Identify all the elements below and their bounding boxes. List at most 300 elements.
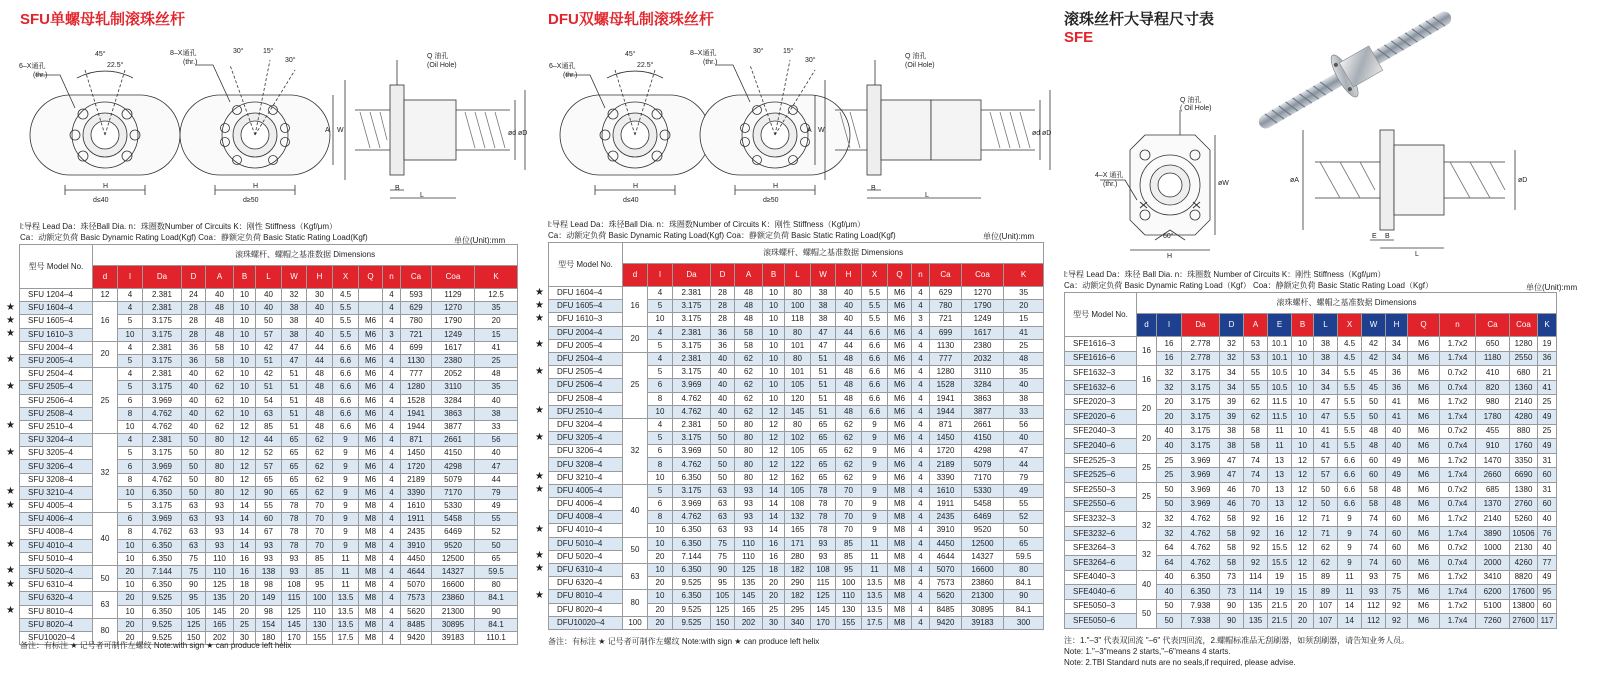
sfu-cell-ca: 3390 — [401, 486, 432, 499]
sfu-cell-x: 9 — [333, 526, 359, 539]
sfu-cell-w: 125 — [282, 605, 307, 618]
sfe-cell-d: 16 — [1157, 351, 1182, 366]
dfu-cell-q: M6 — [888, 352, 912, 365]
sfu-cell-l: 20 — [118, 631, 143, 644]
dfu-cell-d: 63 — [711, 484, 735, 497]
dfu-cell-w: 78 — [811, 498, 836, 511]
sfu-cell-q: M8 — [359, 500, 383, 513]
sfe-model-cell: SFE2020–6 — [1065, 409, 1137, 424]
svg-text:60°: 60° — [1163, 233, 1174, 240]
sfe-cell-l: 3.969 — [1182, 453, 1220, 468]
dfu-cell-a: 80 — [735, 418, 763, 431]
sfe-cell-l: 9 — [1338, 512, 1362, 527]
sfe-cell-w: 48 — [1386, 482, 1408, 497]
sfu-cell-k: 48 — [475, 368, 518, 381]
sfu-cell-k: 65 — [475, 552, 518, 565]
sfe-cell-n: 2660 — [1476, 468, 1510, 483]
dfu-model-cell: DFU 1605–4 — [549, 300, 623, 313]
sfe-cell-a: 15.5 — [1268, 555, 1292, 570]
sfe-cell-a: 10.5 — [1268, 380, 1292, 395]
sfu-header-row-1 — [20, 245, 518, 266]
sfu-cell-l: 6 — [118, 513, 143, 526]
dfu-group-header: 滚珠螺杆、螺帽之基准数据 Dimensions — [623, 243, 1044, 264]
sfu-cell-d: 63 — [182, 500, 206, 513]
sfu-cell-l: 5 — [118, 381, 143, 394]
dfu-cell-b: 14 — [763, 511, 785, 524]
dfu-cell-da: 6.350 — [673, 471, 711, 484]
dfu-cell-x: 9 — [862, 524, 888, 537]
sfe-cell-d: 74 — [1244, 453, 1268, 468]
sfu-cell-w: 32 — [282, 289, 307, 302]
sfu-cell-q: M6 — [359, 486, 383, 499]
sfe-model-cell: SFE1632–6 — [1065, 380, 1137, 395]
dfu-cell-k: 47 — [1004, 445, 1044, 458]
star-icon: ★ — [535, 589, 544, 601]
sfu-cell-b: 10 — [234, 302, 256, 315]
sfe-model-cell: SFE2040–3 — [1065, 424, 1137, 439]
svg-text:W: W — [818, 127, 825, 134]
sfu-cell-w: 78 — [282, 526, 307, 539]
sfu-cell-h: 70 — [307, 539, 333, 552]
dfu-cell-da: 4.762 — [673, 392, 711, 405]
sfu-cell-h: 40 — [307, 302, 333, 315]
dfu-cell-w: 47 — [811, 326, 836, 339]
sfe-cell-w: 36 — [1386, 366, 1408, 381]
sfe-cell-a: 10.1 — [1268, 351, 1292, 366]
sfu-cell-l: 10 — [118, 552, 143, 565]
sfe-cell-l: 11 — [1338, 585, 1362, 600]
sfe-model-cell: SFE2525–3 — [1065, 453, 1137, 468]
sfu-cell-k: 84.1 — [475, 618, 518, 631]
dfu-cell-x: 5.5 — [862, 313, 888, 326]
star-icon: ★ — [6, 380, 15, 392]
sfe-cell-w: 34 — [1386, 351, 1408, 366]
sfu-model-cell: SFU 1204–4 — [20, 289, 93, 302]
star-icon: ★ — [6, 420, 15, 432]
sfe-cell-l: 2.778 — [1182, 351, 1220, 366]
sfu-cell-h: 95 — [307, 579, 333, 592]
sfu-cell-h: 40 — [307, 315, 333, 328]
sfe-cell-b: 38 — [1314, 337, 1338, 352]
sfe-spec-table — [1064, 292, 1557, 629]
sfu-cell-coa: 30895 — [432, 618, 475, 631]
dfu-model-cell: DFU 2504–4 — [549, 352, 623, 365]
sfu-cell-k: 20 — [475, 315, 518, 328]
sfu-cell-a: 62 — [206, 368, 234, 381]
dfu-cell-w: 38 — [811, 300, 836, 313]
dfu-cell-w: 65 — [811, 471, 836, 484]
sfe-cell-e: 20 — [1292, 614, 1314, 629]
sfu-model-cell: SFU 5010–4 — [20, 552, 93, 565]
sfe-cell-d: 50 — [1157, 497, 1182, 512]
sfe-cell-ca: 8820 — [1510, 570, 1538, 585]
dfu-cell-coa: 2380 — [962, 339, 1004, 352]
sfu-cell-a: 93 — [206, 539, 234, 552]
sfe-cell-h: M6 — [1408, 337, 1440, 352]
sfe-cell-coa: 25 — [1538, 424, 1557, 439]
sfu-cell-da: 4.762 — [143, 473, 182, 486]
sfe-legend-line-2: Ca：动额定负荷 Basic Dynamic Rating Load（Kgf） Coa：静额定负荷 Basic Static Rating Load（Kgf） — [1064, 281, 1434, 290]
sfe-cell-b: 89 — [1314, 570, 1338, 585]
sfu-cell-da: 4.762 — [143, 407, 182, 420]
dfu-cell-x: 17.5 — [862, 616, 888, 629]
sfu-cell-da: 4.762 — [143, 526, 182, 539]
dfu-cell-da: 3.175 — [673, 313, 711, 326]
sfe-cell-a: 13 — [1268, 468, 1292, 483]
sfu-spec-table — [19, 244, 518, 645]
sfu-cell-b: 12 — [234, 460, 256, 473]
sfe-cell-q: 1.7x2 — [1440, 337, 1476, 352]
sfu-cell-w: 145 — [282, 618, 307, 631]
sfe-cell-b: 38 — [1314, 351, 1338, 366]
sfe-cell-e: 12 — [1292, 453, 1314, 468]
dfu-cell-da: 9.525 — [673, 603, 711, 616]
dfu-cell-a: 62 — [735, 352, 763, 365]
sfu-cell-k: 50 — [475, 539, 518, 552]
sfu-table-row — [20, 592, 518, 605]
sfu-cell-ca: 8485 — [401, 618, 432, 631]
dfu-cell-coa: 3110 — [962, 366, 1004, 379]
sfe-cell-h: M6 — [1408, 395, 1440, 410]
dfu-cell-d: 50 — [711, 445, 735, 458]
dfu-model-cell: DFU 3210–4 — [549, 471, 623, 484]
sfu-cell-b: 18 — [234, 579, 256, 592]
sfe-cell-coa: 40 — [1538, 512, 1557, 527]
sfe-cell-d: 32 — [1157, 512, 1182, 527]
dfu-cell-l: 100 — [785, 300, 811, 313]
sfe-cell-w: 41 — [1386, 409, 1408, 424]
dfu-cell-l: 8 — [648, 458, 673, 471]
svg-text:W: W — [337, 127, 344, 134]
sfe-d-group-cell: 16 — [1137, 337, 1157, 366]
sfe-cell-coa: 36 — [1538, 351, 1557, 366]
dfu-cell-l: 118 — [785, 313, 811, 326]
sfu-cell-a: 48 — [206, 302, 234, 315]
svg-text:L: L — [1415, 251, 1419, 258]
sfe-cell-w: 41 — [1386, 395, 1408, 410]
sfe-cell-e: 15 — [1292, 570, 1314, 585]
svg-text:H: H — [633, 183, 639, 190]
sfe-cell-x: 50 — [1362, 409, 1386, 424]
sfe-model-cell: SFE4040–3 — [1065, 570, 1137, 585]
sfu-cell-b: 25 — [234, 618, 256, 631]
sfu-cell-n: 3 — [383, 328, 401, 341]
dfu-cell-ca: 2435 — [930, 511, 962, 524]
dfu-model-cell: DFU 3205–4 — [549, 432, 623, 445]
sfe-cell-coa: 31 — [1538, 453, 1557, 468]
dfu-cell-x: 13.5 — [862, 590, 888, 603]
sfu-cell-n: 4 — [383, 407, 401, 420]
sfu-cell-q: M6 — [359, 328, 383, 341]
svg-text:L: L — [925, 192, 929, 199]
sfu-cell-x: 6.6 — [333, 381, 359, 394]
sfu-table-row — [20, 368, 518, 381]
sfe-table-row — [1065, 424, 1557, 439]
sfe-table-row — [1065, 570, 1557, 585]
dfu-cell-ca: 871 — [930, 418, 962, 431]
dfu-model-cell: DFU 8020–4 — [549, 603, 623, 616]
sfe-legend — [1064, 269, 1433, 291]
sfe-d-group-cell: 20 — [1137, 395, 1157, 424]
sfu-cell-da: 2.381 — [143, 434, 182, 447]
dfu-cell-l: 120 — [785, 392, 811, 405]
sfe-cell-n: 1780 — [1476, 409, 1510, 424]
dfu-cell-b: 10 — [763, 366, 785, 379]
dfu-cell-b: 10 — [763, 339, 785, 352]
sfu-cell-q: M8 — [359, 526, 383, 539]
sfe-cell-x: 93 — [1362, 585, 1386, 600]
dfu-cell-l: 4 — [648, 418, 673, 431]
sfe-cell-d: 74 — [1244, 468, 1268, 483]
dfu-model-cell: DFU 2506–4 — [549, 379, 623, 392]
dfu-cell-coa: 39183 — [962, 616, 1004, 629]
sfu-col-header-n: n — [383, 265, 401, 288]
sfu-cell-q: M6 — [359, 473, 383, 486]
sfe-cell-x: 112 — [1362, 614, 1386, 629]
sfu-cell-d: 50 — [182, 447, 206, 460]
sfu-cell-b: 10 — [234, 407, 256, 420]
dfu-header-row-2 — [549, 263, 1044, 286]
sfu-cell-coa: 23860 — [432, 592, 475, 605]
sfu-cell-x: 9 — [333, 500, 359, 513]
dfu-cell-d: 28 — [711, 313, 735, 326]
sfu-cell-l: 55 — [256, 500, 282, 513]
dfu-cell-w: 65 — [811, 418, 836, 431]
dfu-cell-q: M6 — [888, 300, 912, 313]
dfu-cell-k: 41 — [1004, 326, 1044, 339]
sfe-model-cell: SFE2525–6 — [1065, 468, 1137, 483]
dfu-cell-da: 9.525 — [673, 616, 711, 629]
dfu-cell-da: 4.762 — [673, 511, 711, 524]
dfu-model-cell: DFU 3206–4 — [549, 445, 623, 458]
sfe-cell-x: 48 — [1362, 439, 1386, 454]
sfu-cell-l: 90 — [256, 486, 282, 499]
sfe-col-header-w: W — [1362, 313, 1386, 336]
star-icon: ★ — [6, 565, 15, 577]
star-icon: ★ — [6, 314, 15, 326]
sfu-cell-n: 4 — [383, 618, 401, 631]
dfu-cell-k: 59.5 — [1004, 550, 1044, 563]
dfu-cell-h: 62 — [836, 418, 862, 431]
sfu-col-header-q: Q — [359, 265, 383, 288]
dfu-cell-q: M6 — [888, 287, 912, 300]
dfu-cell-da: 7.144 — [673, 550, 711, 563]
sfe-col-header-coa: Coa — [1510, 313, 1538, 336]
sfu-cell-h: 130 — [307, 618, 333, 631]
sfu-cell-l: 4 — [118, 289, 143, 302]
sfe-cell-n: 1000 — [1476, 541, 1510, 556]
sfu-cell-n: 4 — [383, 473, 401, 486]
sfe-cell-l: 5.5 — [1338, 380, 1362, 395]
sfu-cell-a: 40 — [206, 289, 234, 302]
sfu-d-group-cell: 20 — [93, 341, 118, 367]
dfu-cell-b: 16 — [763, 537, 785, 550]
sfu-cell-a: 62 — [206, 407, 234, 420]
sfe-cell-d: 40 — [1157, 439, 1182, 454]
sfu-cell-n: 4 — [383, 526, 401, 539]
dfu-cell-a: 48 — [735, 300, 763, 313]
dfu-cell-a: 125 — [735, 563, 763, 576]
dfu-cell-coa: 4298 — [962, 445, 1004, 458]
dfu-cell-x: 11 — [862, 550, 888, 563]
sfe-col-header-e: E — [1268, 313, 1292, 336]
sfe-cell-x: 60 — [1362, 468, 1386, 483]
dfu-unit: 单位(Unit):mm — [983, 232, 1035, 241]
dfu-cell-l: 101 — [785, 339, 811, 352]
dfu-cell-k: 52 — [1004, 511, 1044, 524]
sfe-table-row — [1065, 541, 1557, 556]
sfu-note: 备注：有标注 ★ 记号者可制作左螺纹 Note:with sign ★ can produce left helix — [20, 641, 292, 650]
sfe-col-header-x: X — [1338, 313, 1362, 336]
sfu-legend — [20, 221, 368, 243]
dfu-cell-coa: 16600 — [962, 563, 1004, 576]
sfe-cell-coa: 117 — [1538, 614, 1557, 629]
sfu-cell-n: 4 — [383, 592, 401, 605]
sfe-cell-d: 20 — [1157, 409, 1182, 424]
sfe-cell-n: 455 — [1476, 424, 1510, 439]
svg-text:6–X通孔: 6–X通孔 — [549, 63, 576, 70]
dfu-cell-l: 101 — [785, 366, 811, 379]
sfu-cell-q: M8 — [359, 579, 383, 592]
dfu-model-cell: DFU 2505–4 — [549, 366, 623, 379]
sfe-cell-l: 6.6 — [1338, 468, 1362, 483]
sfe-cell-x: 74 — [1362, 541, 1386, 556]
sfu-cell-d: 24 — [182, 289, 206, 302]
sfe-cell-da: 38 — [1220, 424, 1244, 439]
sfu-cell-n: 4 — [383, 539, 401, 552]
sfe-cell-ca: 27600 — [1510, 614, 1538, 629]
dfu-cell-b: 16 — [763, 550, 785, 563]
sfe-cell-d: 135 — [1244, 599, 1268, 614]
dfu-cell-coa: 3877 — [962, 405, 1004, 418]
svg-text:d≥50: d≥50 — [243, 197, 259, 204]
sfu-technical-drawing — [15, 40, 528, 210]
sfu-cell-l: 52 — [256, 447, 282, 460]
svg-text:d≥50: d≥50 — [763, 197, 779, 204]
dfu-cell-x: 5.5 — [862, 287, 888, 300]
dfu-cell-n: 4 — [912, 339, 930, 352]
sfe-cell-e: 10 — [1292, 395, 1314, 410]
sfu-cell-w: 51 — [282, 407, 307, 420]
sfu-cell-da: 3.175 — [143, 447, 182, 460]
dfu-model-cell: DFU 3204–4 — [549, 418, 623, 431]
dfu-cell-n: 4 — [912, 524, 930, 537]
sfe-cell-l: 9 — [1338, 555, 1362, 570]
sfe-cell-l: 5.5 — [1338, 366, 1362, 381]
sfe-d-group-cell: 40 — [1137, 570, 1157, 599]
sfe-cell-a: 19 — [1268, 585, 1292, 600]
star-icon: ★ — [6, 328, 15, 340]
sfu-cell-b: 14 — [234, 526, 256, 539]
dfu-cell-l: 165 — [785, 524, 811, 537]
dfu-cell-l: 290 — [785, 577, 811, 590]
sfe-cell-q: 1.7x2 — [1440, 570, 1476, 585]
dfu-cell-h: 100 — [836, 577, 862, 590]
dfu-cell-x: 9 — [862, 418, 888, 431]
sfu-cell-coa: 3284 — [432, 394, 475, 407]
sfu-cell-a: 62 — [206, 381, 234, 394]
dfu-legend-line-1: l:导程 Lead Da：珠径Ball Dia. n：珠圈数Number of Circuits K：刚性 Stiffness（Kgf/μm） — [548, 220, 865, 229]
dfu-cell-a: 80 — [735, 445, 763, 458]
sfu-model-cell: SFU 2004–4 — [20, 341, 93, 354]
sfu-cell-b: 10 — [234, 289, 256, 302]
sfe-cell-coa: 49 — [1538, 409, 1557, 424]
sfu-cell-h: 62 — [307, 447, 333, 460]
sfe-cell-da: 90 — [1220, 614, 1244, 629]
sfe-model-cell: SFE2040–6 — [1065, 439, 1137, 454]
sfu-cell-a: 62 — [206, 420, 234, 433]
dfu-col-header-da: Da — [673, 263, 711, 286]
dfu-cell-a: 93 — [735, 524, 763, 537]
sfu-cell-n: 4 — [383, 394, 401, 407]
dfu-cell-coa: 9520 — [962, 524, 1004, 537]
sfu-cell-a: 93 — [206, 513, 234, 526]
sfe-cell-e: 10 — [1292, 366, 1314, 381]
dfu-col-header-b: B — [763, 263, 785, 286]
sfe-cell-e: 10 — [1292, 409, 1314, 424]
sfe-cell-h: M6 — [1408, 380, 1440, 395]
dfu-model-cell: DFU 4008–4 — [549, 511, 623, 524]
sfu-cell-x: 6.6 — [333, 368, 359, 381]
dfu-cell-l: 6 — [648, 498, 673, 511]
sfu-model-cell: SFU 2510–4 — [20, 420, 93, 433]
sfu-cell-ca: 780 — [401, 315, 432, 328]
dfu-cell-n: 4 — [912, 471, 930, 484]
sfe-cell-b: 41 — [1314, 424, 1338, 439]
sfu-cell-w: 108 — [282, 579, 307, 592]
dfu-cell-ca: 7573 — [930, 577, 962, 590]
sfe-cell-da: 46 — [1220, 482, 1244, 497]
sfe-col-header-l: L — [1314, 313, 1338, 336]
sfu-cell-d: 63 — [182, 539, 206, 552]
sfe-cell-n: 3410 — [1476, 570, 1510, 585]
sfu-cell-ca: 4644 — [401, 565, 432, 578]
sfe-cell-n: 1180 — [1476, 351, 1510, 366]
sfu-cell-k: 55 — [475, 513, 518, 526]
dfu-cell-h: 70 — [836, 484, 862, 497]
dfu-cell-d: 28 — [711, 287, 735, 300]
svg-text:45°: 45° — [625, 51, 636, 58]
dfu-cell-ca: 5070 — [930, 563, 962, 576]
sfu-cell-w: 47 — [282, 354, 307, 367]
dfu-cell-n: 3 — [912, 313, 930, 326]
sfu-cell-n: 4 — [383, 315, 401, 328]
sfu-cell-coa: 5458 — [432, 513, 475, 526]
dfu-model-header: 型号 Model No. — [549, 243, 623, 287]
dfu-cell-da: 6.350 — [673, 563, 711, 576]
svg-text:(thr.): (thr.) — [183, 59, 198, 66]
dfu-cell-da: 2.381 — [673, 326, 711, 339]
sfe-cell-d: 62 — [1244, 409, 1268, 424]
sfu-cell-ca: 1911 — [401, 513, 432, 526]
sfe-cell-coa: 25 — [1538, 395, 1557, 410]
sfu-cell-k: 12.5 — [475, 289, 518, 302]
dfu-section — [535, 0, 1055, 691]
sfu-model-cell: SFU 5020–4 — [20, 565, 93, 578]
dfu-cell-a: 62 — [735, 392, 763, 405]
sfu-cell-q: M8 — [359, 592, 383, 605]
dfu-cell-k: 25 — [1004, 339, 1044, 352]
sfe-cell-w: 75 — [1386, 570, 1408, 585]
sfe-cell-da: 34 — [1220, 366, 1244, 381]
sfu-cell-x: 5.5 — [333, 328, 359, 341]
sfu-cell-n: 4 — [383, 500, 401, 513]
sfu-cell-ca: 593 — [401, 289, 432, 302]
sfu-cell-l: 6 — [118, 394, 143, 407]
sfu-cell-n: 4 — [383, 605, 401, 618]
sfu-cell-d: 50 — [182, 460, 206, 473]
dfu-cell-coa: 1617 — [962, 326, 1004, 339]
